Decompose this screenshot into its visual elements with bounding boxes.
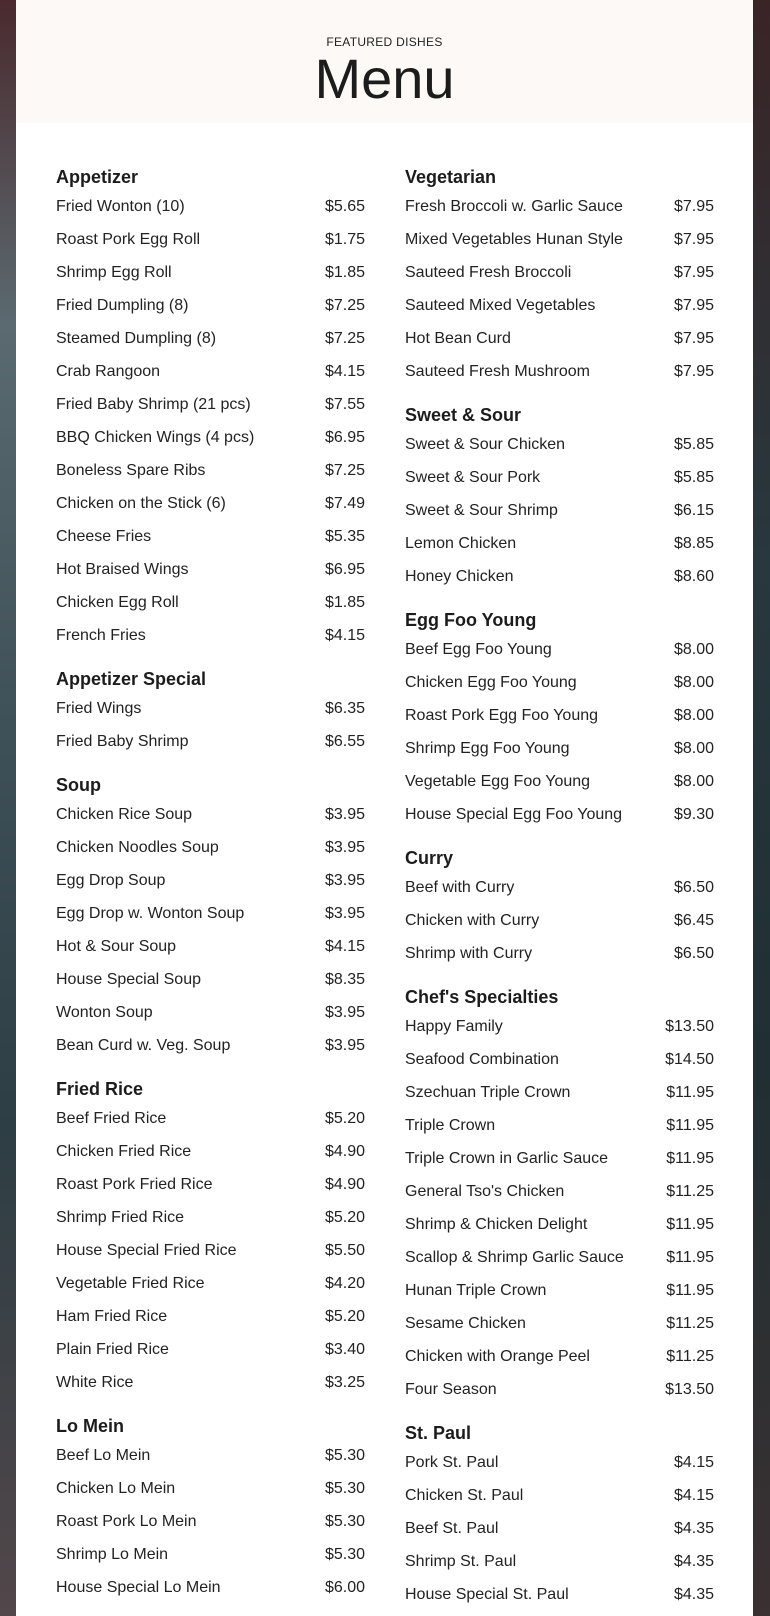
menu-item-price: $5.35 <box>324 527 365 545</box>
menu-item <box>405 256 714 289</box>
menu-item <box>56 798 365 831</box>
menu-item-price: $5.30 <box>324 1479 365 1497</box>
menu-item-name: Shrimp Egg Foo Young <box>405 739 570 757</box>
menu-item-name: Pork St. Paul <box>405 1453 499 1471</box>
menu-item-price: $5.85 <box>673 468 714 486</box>
menu-item <box>405 937 714 970</box>
menu-section <box>56 666 365 758</box>
menu-item-name: Vegetable Egg Foo Young <box>405 772 591 790</box>
menu-item-name: Shrimp Fried Rice <box>56 1208 185 1226</box>
menu-item-price: $11.95 <box>666 1083 714 1101</box>
menu-item <box>405 1142 714 1175</box>
menu-item-price: $3.95 <box>324 904 365 922</box>
menu-item-name: Beef Egg Foo Young <box>405 640 552 658</box>
menu-item-price: $7.49 <box>324 494 365 512</box>
menu-item <box>405 289 714 322</box>
menu-item-price: $4.15 <box>673 1453 714 1471</box>
menu-item <box>405 1274 714 1307</box>
menu-item-name: Hot Braised Wings <box>56 560 189 578</box>
menu-section <box>56 164 365 652</box>
menu-item-name: Shrimp & Chicken Delight <box>405 1215 588 1233</box>
menu-item-price: $11.25 <box>666 1314 714 1332</box>
header-kicker: FEATURED DISHES <box>326 35 443 49</box>
menu-item-price: $7.25 <box>324 329 365 347</box>
menu-item <box>405 1479 714 1512</box>
section-title: St. Paul <box>405 1423 472 1443</box>
menu-item-name: Roast Pork Egg Roll <box>56 230 201 248</box>
menu-item-name: Shrimp St. Paul <box>405 1552 517 1570</box>
menu-item-price: $8.00 <box>673 739 714 757</box>
menu-item-name: Plain Fried Rice <box>56 1340 169 1358</box>
menu-header <box>16 0 753 123</box>
menu-item-name: House Special Fried Rice <box>56 1241 237 1259</box>
menu-item <box>56 487 365 520</box>
menu-item-name: Fried Baby Shrimp (21 pcs) <box>56 395 251 413</box>
menu-item <box>405 1578 714 1611</box>
menu-item-price: $7.95 <box>673 362 714 380</box>
menu-columns <box>56 164 714 1616</box>
menu-item-name: Sweet & Sour Pork <box>405 468 541 486</box>
menu-item <box>56 1505 365 1538</box>
menu-item-price: $4.15 <box>324 937 365 955</box>
menu-item-price: $8.00 <box>673 772 714 790</box>
menu-item-name: Scallop & Shrimp Garlic Sauce <box>405 1248 624 1266</box>
menu-section <box>56 772 365 1062</box>
menu-item-name: BBQ Chicken Wings (4 pcs) <box>56 428 255 446</box>
menu-item <box>405 1109 714 1142</box>
menu-item-name: Triple Crown <box>405 1116 496 1134</box>
menu-item-price: $11.95 <box>666 1116 714 1134</box>
menu-item-price: $6.35 <box>324 699 365 717</box>
menu-item-name: Roast Pork Fried Rice <box>56 1175 213 1193</box>
menu-item <box>56 190 365 223</box>
menu-item <box>405 904 714 937</box>
menu-item <box>56 1538 365 1571</box>
menu-item-price: $4.90 <box>324 1142 365 1160</box>
menu-item <box>405 871 714 904</box>
menu-item <box>56 897 365 930</box>
menu-item-name: Roast Pork Lo Mein <box>56 1512 197 1530</box>
menu-item <box>56 1029 365 1062</box>
menu-item-price: $6.95 <box>324 428 365 446</box>
menu-item-price: $11.95 <box>666 1281 714 1299</box>
background-right-edge <box>753 0 770 1616</box>
menu-item-name: Egg Drop w. Wonton Soup <box>56 904 245 922</box>
menu-item-name: Sweet & Sour Shrimp <box>405 501 558 519</box>
menu-item-name: Seafood Combination <box>405 1050 559 1068</box>
menu-item <box>56 996 365 1029</box>
menu-column-right <box>405 164 714 1616</box>
menu-item <box>405 1446 714 1479</box>
menu-item <box>56 1201 365 1234</box>
menu-item-price: $8.00 <box>673 640 714 658</box>
menu-item <box>405 765 714 798</box>
menu-item-price: $5.65 <box>324 197 365 215</box>
menu-item <box>405 633 714 666</box>
menu-item-price: $4.15 <box>324 362 365 380</box>
menu-item-price: $4.90 <box>324 1175 365 1193</box>
section-title: Egg Foo Young <box>405 610 537 630</box>
menu-item-price: $7.55 <box>324 395 365 413</box>
menu-item-price: $8.35 <box>324 970 365 988</box>
menu-item <box>405 798 714 831</box>
menu-item-name: House Special Egg Foo Young <box>405 805 623 823</box>
section-title: Curry <box>405 848 454 868</box>
section-title: Soup <box>56 775 101 795</box>
menu-item-name: Chicken on the Stick (6) <box>56 494 226 512</box>
menu-item <box>405 732 714 765</box>
menu-item-name: Beef Fried Rice <box>56 1109 167 1127</box>
menu-item-price: $6.50 <box>673 944 714 962</box>
menu-item-name: Four Season <box>405 1380 497 1398</box>
menu-item-name: Crab Rangoon <box>56 362 161 380</box>
menu-item-price: $13.50 <box>665 1380 714 1398</box>
menu-item-price: $5.30 <box>324 1446 365 1464</box>
menu-item-price: $3.95 <box>324 871 365 889</box>
menu-item-price: $5.30 <box>324 1545 365 1563</box>
menu-item-name: Happy Family <box>405 1017 503 1035</box>
menu-item-price: $3.95 <box>324 838 365 856</box>
menu-item-price: $3.25 <box>324 1373 365 1391</box>
menu-item <box>56 725 365 758</box>
menu-item-price: $7.95 <box>673 329 714 347</box>
menu-item-price: $6.00 <box>324 1578 365 1596</box>
menu-item-name: Cheese Fries <box>56 527 152 545</box>
menu-item-name: Honey Chicken <box>405 567 514 585</box>
menu-item-price: $7.25 <box>324 461 365 479</box>
menu-section <box>405 1420 714 1611</box>
menu-item <box>405 1241 714 1274</box>
menu-item-price: $8.00 <box>673 673 714 691</box>
menu-item <box>56 619 365 652</box>
menu-item-price: $11.95 <box>666 1215 714 1233</box>
menu-item-name: Lemon Chicken <box>405 534 517 552</box>
menu-item-price: $11.95 <box>666 1248 714 1266</box>
menu-item-price: $8.00 <box>673 706 714 724</box>
menu-item-name: Chicken Egg Foo Young <box>405 673 577 691</box>
menu-item-price: $1.85 <box>324 593 365 611</box>
background-left-edge <box>0 0 16 1616</box>
menu-item <box>56 322 365 355</box>
menu-item <box>405 1307 714 1340</box>
menu-item-name: House Special St. Paul <box>405 1585 569 1603</box>
menu-item-price: $7.95 <box>673 230 714 248</box>
menu-item-name: Chicken Egg Roll <box>56 593 179 611</box>
menu-item <box>56 1439 365 1472</box>
menu-item <box>56 1300 365 1333</box>
menu-item <box>405 1175 714 1208</box>
menu-item-name: French Fries <box>56 626 146 644</box>
menu-item-name: Chicken with Orange Peel <box>405 1347 590 1365</box>
menu-item-name: Ham Fried Rice <box>56 1307 168 1325</box>
menu-item-price: $4.35 <box>673 1585 714 1603</box>
menu-item-price: $6.95 <box>324 560 365 578</box>
menu-item <box>56 1168 365 1201</box>
menu-item <box>56 831 365 864</box>
menu-item-name: Fresh Broccoli w. Garlic Sauce <box>405 197 623 215</box>
menu-item <box>405 355 714 388</box>
menu-item <box>56 1267 365 1300</box>
menu-item-price: $3.95 <box>324 1003 365 1021</box>
section-title: Vegetarian <box>405 167 497 187</box>
menu-item-price: $14.50 <box>665 1050 714 1068</box>
menu-section <box>405 984 714 1406</box>
menu-section <box>56 1076 365 1399</box>
menu-item-price: $9.30 <box>673 805 714 823</box>
menu-item-name: White Rice <box>56 1373 134 1391</box>
menu-item-name: House Special Lo Mein <box>56 1578 221 1596</box>
section-title: Lo Mein <box>56 1416 124 1436</box>
menu-item-name: Fried Wonton (10) <box>56 197 185 215</box>
menu-item <box>405 1512 714 1545</box>
menu-item-name: Beef Lo Mein <box>56 1446 151 1464</box>
menu-item-name: Triple Crown in Garlic Sauce <box>405 1149 609 1167</box>
menu-item <box>405 527 714 560</box>
section-title: Sweet & Sour <box>405 405 522 425</box>
menu-item <box>405 461 714 494</box>
menu-item-price: $6.15 <box>673 501 714 519</box>
menu-item <box>56 289 365 322</box>
menu-item <box>405 1010 714 1043</box>
menu-item-price: $5.30 <box>324 1512 365 1530</box>
menu-item-price: $11.95 <box>666 1149 714 1167</box>
menu-item-name: Sauteed Fresh Mushroom <box>405 362 590 380</box>
menu-panel <box>16 0 753 1616</box>
menu-item <box>405 322 714 355</box>
menu-item <box>56 388 365 421</box>
menu-item <box>56 1102 365 1135</box>
menu-item-name: Hot Bean Curd <box>405 329 511 347</box>
menu-item-name: Chicken Rice Soup <box>56 805 193 823</box>
menu-item <box>405 494 714 527</box>
menu-item <box>56 454 365 487</box>
menu-item-price: $1.75 <box>324 230 365 248</box>
menu-item-name: Chicken Noodles Soup <box>56 838 219 856</box>
menu-item-name: Shrimp Egg Roll <box>56 263 172 281</box>
menu-section <box>405 164 714 388</box>
menu-item-price: $11.25 <box>666 1347 714 1365</box>
menu-item-name: House Special Soup <box>56 970 201 988</box>
menu-column-left <box>56 164 365 1616</box>
menu-item <box>56 355 365 388</box>
menu-item <box>56 692 365 725</box>
menu-item-price: $4.15 <box>324 626 365 644</box>
section-title: Appetizer Special <box>56 669 207 689</box>
menu-item <box>405 1076 714 1109</box>
menu-item-price: $8.85 <box>673 534 714 552</box>
menu-item <box>56 1234 365 1267</box>
menu-item <box>56 930 365 963</box>
menu-item <box>56 1135 365 1168</box>
menu-item-price: $7.95 <box>673 296 714 314</box>
menu-item <box>56 1472 365 1505</box>
menu-item <box>405 1208 714 1241</box>
menu-item <box>56 963 365 996</box>
menu-item-price: $6.45 <box>673 911 714 929</box>
section-title: Chef's Specialties <box>405 987 559 1007</box>
menu-item-name: Beef with Curry <box>405 878 515 896</box>
menu-item-name: Boneless Spare Ribs <box>56 461 206 479</box>
menu-item <box>56 256 365 289</box>
menu-item-price: $4.35 <box>673 1519 714 1537</box>
menu-section <box>405 845 714 970</box>
menu-item <box>405 1043 714 1076</box>
menu-item-name: Wonton Soup <box>56 1003 153 1021</box>
menu-item-name: Chicken St. Paul <box>405 1486 524 1504</box>
menu-item-name: Hunan Triple Crown <box>405 1281 547 1299</box>
menu-item <box>56 520 365 553</box>
menu-item-price: $5.20 <box>324 1208 365 1226</box>
menu-item-name: Steamed Dumpling (8) <box>56 329 217 347</box>
menu-section <box>56 1413 365 1604</box>
menu-item-price: $7.95 <box>673 197 714 215</box>
menu-item <box>405 666 714 699</box>
menu-item-price: $4.15 <box>673 1486 714 1504</box>
page-title: Menu <box>314 47 455 110</box>
menu-item-name: Hot & Sour Soup <box>56 937 177 955</box>
menu-item-price: $6.55 <box>324 732 365 750</box>
menu-item-name: Mixed Vegetables Hunan Style <box>405 230 623 248</box>
menu-item-name: Sauteed Fresh Broccoli <box>405 263 572 281</box>
menu-item-price: $3.95 <box>324 1036 365 1054</box>
menu-item-name: Fried Wings <box>56 699 142 717</box>
menu-item <box>405 1373 714 1406</box>
menu-item <box>56 1333 365 1366</box>
menu-item-name: Chicken with Curry <box>405 911 540 929</box>
menu-item-name: Shrimp with Curry <box>405 944 533 962</box>
menu-item-price: $5.20 <box>324 1109 365 1127</box>
menu-item <box>56 1571 365 1604</box>
menu-item-name: Egg Drop Soup <box>56 871 166 889</box>
menu-item <box>56 586 365 619</box>
menu-item-name: Chicken Lo Mein <box>56 1479 176 1497</box>
menu-item <box>405 1340 714 1373</box>
menu-item <box>56 421 365 454</box>
menu-item-name: Shrimp Lo Mein <box>56 1545 169 1563</box>
menu-item-name: Sauteed Mixed Vegetables <box>405 296 596 314</box>
menu-item-name: Beef St. Paul <box>405 1519 499 1537</box>
menu-item-price: $13.50 <box>665 1017 714 1035</box>
menu-item-price: $4.20 <box>324 1274 365 1292</box>
menu-item-price: $11.25 <box>666 1182 714 1200</box>
section-title: Fried Rice <box>56 1079 144 1099</box>
menu-item-price: $4.35 <box>673 1552 714 1570</box>
menu-item-name: Bean Curd w. Veg. Soup <box>56 1036 231 1054</box>
menu-section <box>405 607 714 831</box>
menu-item-price: $7.95 <box>673 263 714 281</box>
menu-item-price: $7.25 <box>324 296 365 314</box>
section-title: Appetizer <box>56 167 139 187</box>
menu-item-price: $5.50 <box>324 1241 365 1259</box>
menu-item-price: $1.85 <box>324 263 365 281</box>
menu-item <box>405 190 714 223</box>
menu-item-name: Vegetable Fried Rice <box>56 1274 205 1292</box>
menu-item-name: Sesame Chicken <box>405 1314 526 1332</box>
menu-item <box>405 560 714 593</box>
menu-item <box>405 699 714 732</box>
menu-item-name: Fried Baby Shrimp <box>56 732 189 750</box>
menu-item-price: $3.40 <box>324 1340 365 1358</box>
menu-item-name: Szechuan Triple Crown <box>405 1083 571 1101</box>
menu-item-price: $5.85 <box>673 435 714 453</box>
menu-item <box>56 553 365 586</box>
menu-item-price: $8.60 <box>673 567 714 585</box>
menu-item <box>56 864 365 897</box>
menu-item-name: Chicken Fried Rice <box>56 1142 192 1160</box>
menu-item-name: Fried Dumpling (8) <box>56 296 189 314</box>
menu-item <box>405 1545 714 1578</box>
menu-item <box>405 428 714 461</box>
menu-item-name: Sweet & Sour Chicken <box>405 435 566 453</box>
menu-item-name: Roast Pork Egg Foo Young <box>405 706 599 724</box>
menu-item-price: $6.50 <box>673 878 714 896</box>
menu-item-price: $5.20 <box>324 1307 365 1325</box>
menu-item <box>405 223 714 256</box>
menu-section <box>405 402 714 593</box>
menu-item-name: General Tso's Chicken <box>405 1182 565 1200</box>
menu-item <box>56 223 365 256</box>
menu-item-price: $3.95 <box>324 805 365 823</box>
menu-item <box>56 1366 365 1399</box>
